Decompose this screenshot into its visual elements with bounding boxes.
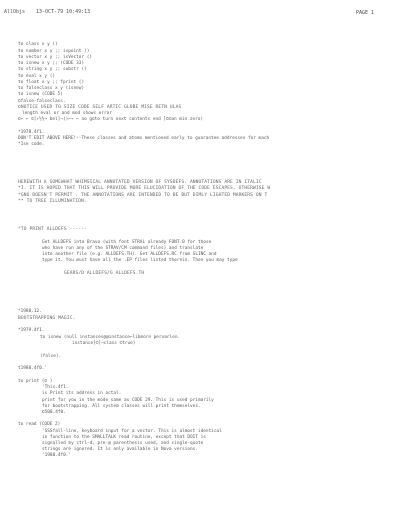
text-line: strings are ignored. It is only available in Nova versions. <box>42 447 198 452</box>
text-line: *1979.4f1. <box>18 328 45 333</box>
text-line: to isnew x y ;; (CODE 33) <box>18 61 85 66</box>
header-date: 13-OCT-79 10:49:13 <box>36 9 91 15</box>
text-line: who have run any of the STRAV/CM command files) and translate <box>42 246 204 251</box>
text-line: to vector x y ;; isVector () <box>18 55 93 60</box>
text-line: to read (CODE 2) <box>18 422 61 427</box>
text-line: ©← ← ©[↑½½→ bel]→()←→ ← no goto turn next contents end ]©©an min zero) <box>18 117 204 122</box>
text-line: type it. You must have all the .EP files listed therein. Then you may type <box>42 258 238 263</box>
text-line: instance[©]→class ©true) <box>72 341 136 346</box>
text-line: signalled by ctrl-d, pre-@ parenthesis used, and single-quote <box>42 441 204 446</box>
text-line: to falseclass x y (isnew) <box>18 86 85 91</box>
text-line: Get ALLDEFS into Bravo (with font STRAL already FONT.0 for those <box>42 240 212 245</box>
text-line: to isnew (null instances@@instance←libmore pervarlen. <box>40 335 181 340</box>
text-line: DON'T EDIT ABOVE HERE!--These classes and atoms mentioned early to guarantee addresses for mach <box>18 136 270 141</box>
text-line: is Print its address in octal. <box>42 391 122 396</box>
text-line: ©500.4f0. <box>42 410 66 415</box>
text-line: *1980.12. <box>18 309 42 314</box>
text-line: to eval x y () <box>18 74 56 79</box>
text-line: to float x y ;; fprint () <box>18 80 85 85</box>
text-line: 'SSSfall-line, keyboard input for a vector. This is almost identical <box>42 429 222 434</box>
text-line: ** TO TREE ILLUMINATION. <box>18 199 87 204</box>
header-file-name: AllObjs <box>4 9 26 15</box>
text-line: BOOTSTRAPPING MAGIC. <box>18 316 76 321</box>
text-line: '1980.4f0.' <box>42 453 72 458</box>
text-line: to number x y ;; ispoint () <box>18 49 90 54</box>
text-line: to class x y () <box>18 42 58 47</box>
text-line: to string x y ;; substr () <box>18 67 87 72</box>
text-line: 'This.4f1. <box>42 385 69 390</box>
text-line: t1980.4f0.' <box>18 366 48 371</box>
header-page-label: PAGE 1 <box>356 10 375 16</box>
text-line: ©NOTICE USED TO SIZE CODE SELF ARTIC GLOBE MISE RETN ULAS <box>18 105 182 110</box>
text-line: in function to the SMALLTALK read routine, except that DOIT is <box>42 435 206 440</box>
text-line: *1978.4f1. <box>18 130 45 135</box>
text-line: *TO PRINT ALLDEFS ------ <box>18 227 87 232</box>
text-line: *I. IT IS HOPED THAT THIS WILL PROVIDE MORE ELUCIDATION OF THE CODE ESCAPES, OTHERWISE W <box>18 186 271 191</box>
text-line: *GNO DOESN'T PERMIT . THE ANNOTATIONS ARE INTENDED TO BE BUT DIMLY LIGHTED MARKERS ON T <box>18 193 268 198</box>
text-line: for bootstrapping. All system classes will print themselves. <box>42 404 201 409</box>
text-line: print for you in the mode same as CODE 29. This is used primarily <box>42 398 214 403</box>
text-line: *1se code. <box>18 142 45 147</box>
text-line: to isnew (CODE 5) <box>18 92 63 97</box>
text-line: to print (© ) <box>18 379 53 384</box>
text-line: into another file (e.g. ALLDEFS.TH). Get ALLDEFS.RC from SLINC and <box>42 252 217 257</box>
text-line: length eval or and mod shows error <box>22 111 112 116</box>
text-line: (false). <box>40 354 62 359</box>
text-line: GEARS/D ALLDEFS/G ALLDEFS.TH <box>64 271 145 276</box>
text-line: ©false-falseclass. <box>18 99 66 104</box>
text-line: HEREWITH A SOMEWHAT WHIMSICAL ANNOTATED VERSION OF SYSDEFS. ANNOTATIONS ARE IN ITALIC <box>18 180 262 185</box>
